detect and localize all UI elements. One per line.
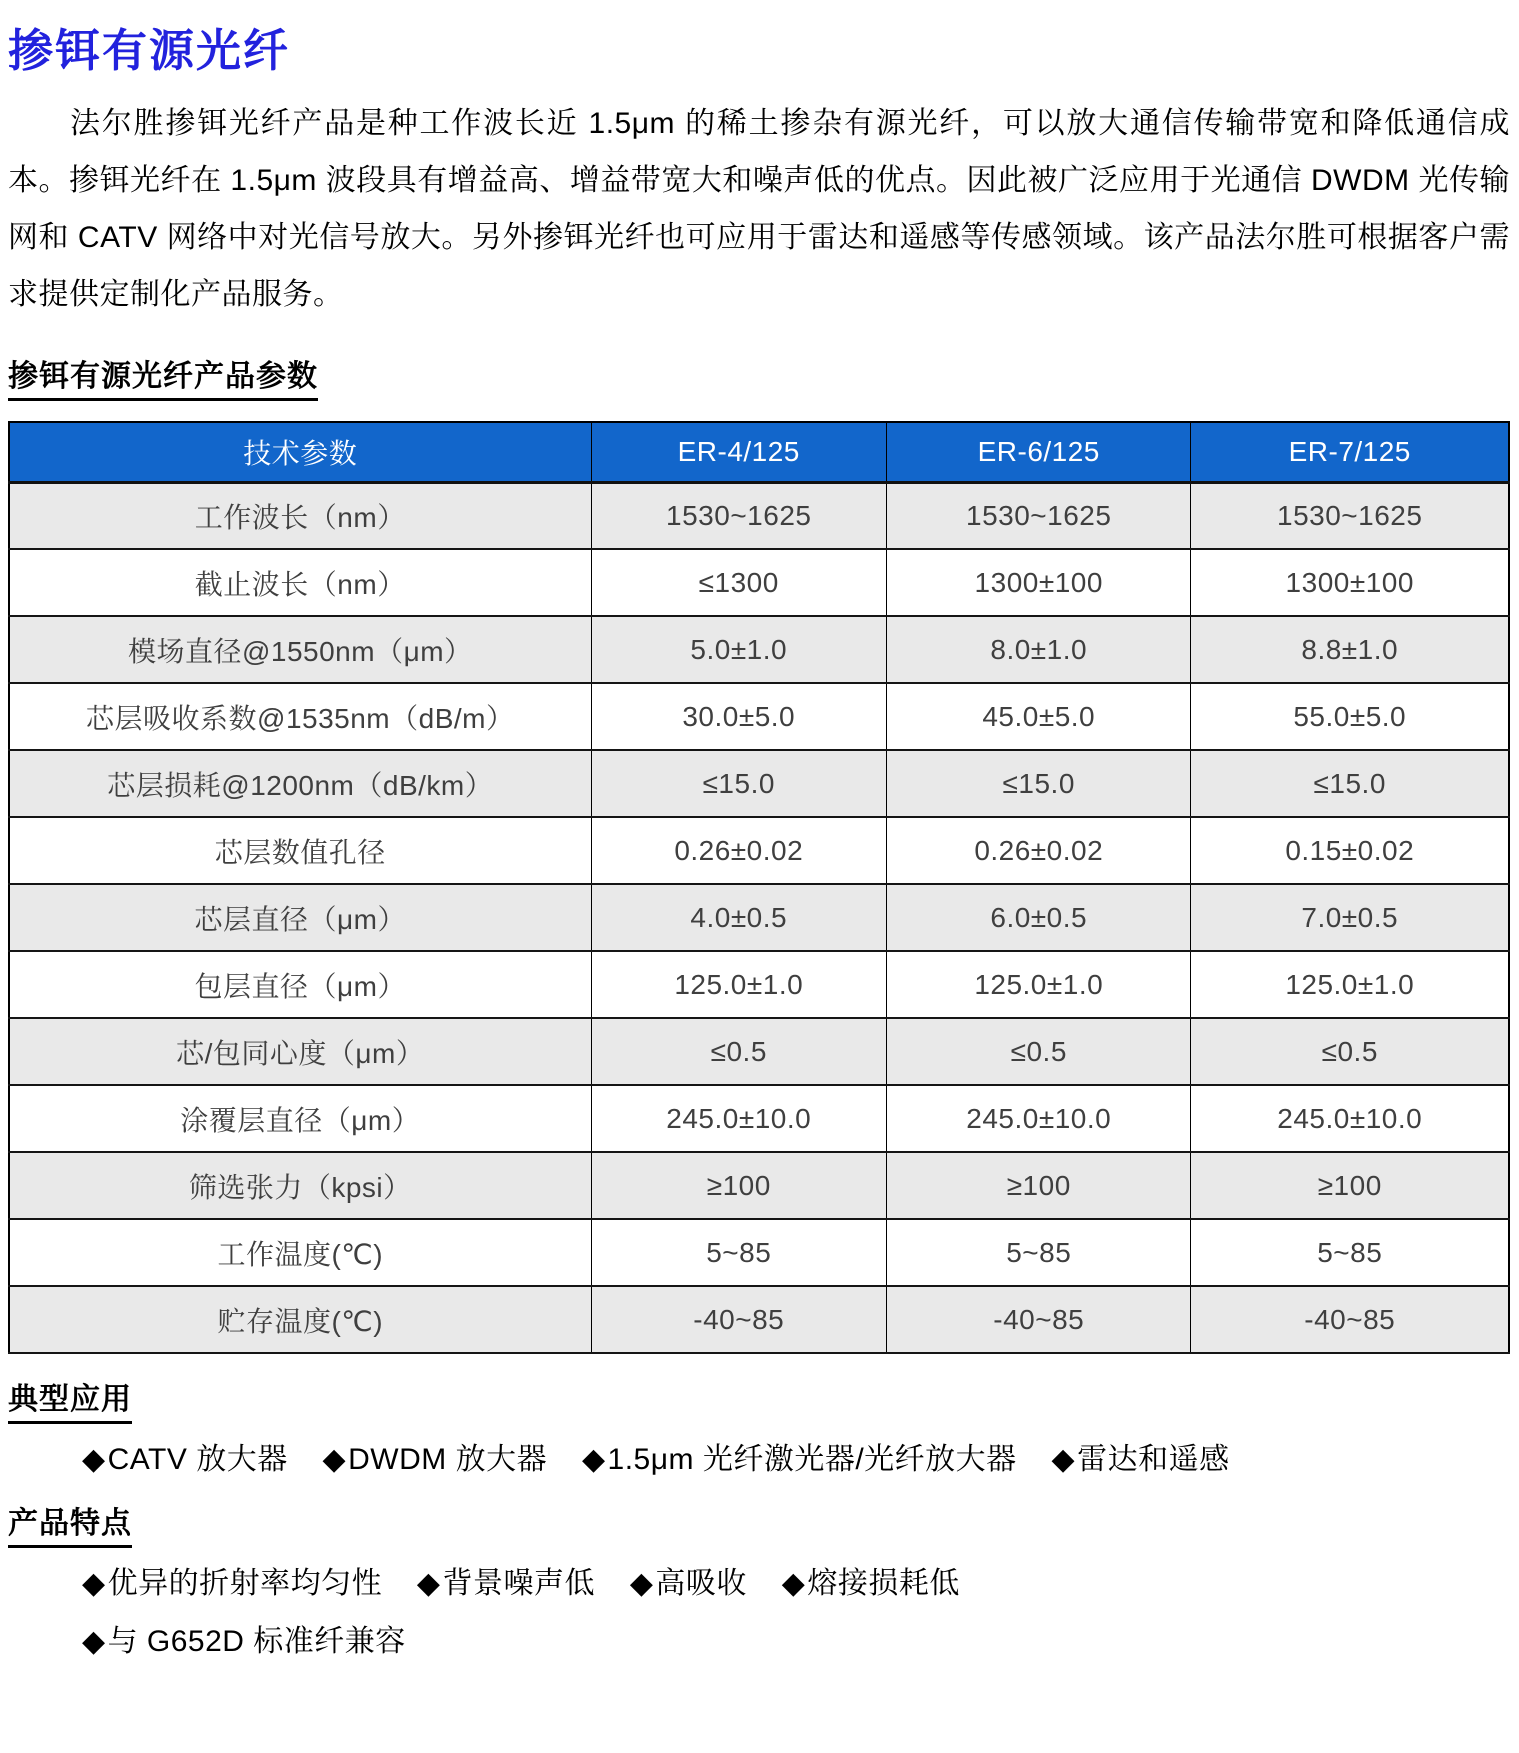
feature-item (82, 1625, 406, 1658)
application-item (1052, 1443, 1230, 1476)
application-item-label: CATV 放大器 (107, 1443, 288, 1476)
er4-value-cell: 5~85 (591, 1219, 887, 1286)
feature-item-label: 高吸收 (655, 1567, 747, 1600)
table-row (9, 817, 1509, 884)
er4-value-cell: ≥100 (591, 1152, 887, 1219)
er6-value-cell: ≤15.0 (887, 750, 1191, 817)
er4-value-cell: 245.0±10.0 (591, 1085, 887, 1152)
applications-list (8, 1434, 1510, 1486)
er7-value-cell: ≥100 (1191, 1152, 1509, 1219)
table-row (9, 616, 1509, 683)
feature-item-label: 背景噪声低 (442, 1567, 595, 1600)
er4-value-cell: 0.26±0.02 (591, 817, 887, 884)
er4-value-cell: 30.0±5.0 (591, 683, 887, 750)
feature-item (630, 1567, 747, 1600)
diamond-icon: ◆ (82, 1443, 106, 1476)
diamond-icon: ◆ (781, 1567, 806, 1600)
er4-value-cell: 4.0±0.5 (591, 884, 887, 951)
er6-value-cell: 125.0±1.0 (887, 951, 1191, 1018)
er6-value-cell: 1530~1625 (887, 482, 1191, 549)
er4-value-cell: ≤0.5 (591, 1018, 887, 1085)
param-name-cell: 贮存温度(℃) (9, 1286, 591, 1353)
intro-paragraph: 法尔胜掺铒光纤产品是种工作波长近 1.5μm 的稀土掺杂有源光纤，可以放大通信传输带宽和降低通信成本。掺铒光纤在 1.5μm 波段具有增益高、增益带宽大和噪声低的优点。因此被广泛应用于光通信 DWDM 光传输网和 CATV 网络中对光信号放大。另外掺铒光纤也可应用于雷达和遥感等传感领域。该产品法尔胜可根据客户需求提供定制化产品服务。 (8, 107, 1510, 311)
er4-value-cell: ≤15.0 (591, 750, 887, 817)
er4-value-cell: -40~85 (591, 1286, 887, 1353)
er4-value-cell: ≤1300 (591, 549, 887, 616)
diamond-icon: ◆ (416, 1567, 441, 1600)
er4-value-cell: 1530~1625 (591, 482, 887, 549)
col-header-er6: ER-6/125 (887, 422, 1191, 482)
page-title: 掺铒有源光纤 (8, 25, 291, 76)
feature-item (782, 1567, 960, 1600)
param-name-cell: 涂覆层直径（μm） (9, 1085, 591, 1152)
table-row (9, 750, 1509, 817)
col-header-parameter: 技术参数 (9, 422, 591, 482)
feature-item-label: 熔接损耗低 (807, 1567, 960, 1600)
param-name-cell: 包层直径（μm） (9, 951, 591, 1018)
features-heading: 产品特点 (8, 1498, 132, 1548)
table-row (9, 1286, 1509, 1353)
col-header-er4: ER-4/125 (591, 422, 887, 482)
table-row (9, 549, 1509, 616)
param-name-cell: 芯/包同心度（μm） (9, 1018, 591, 1085)
diamond-icon: ◆ (1051, 1443, 1076, 1476)
application-item (323, 1443, 548, 1476)
er6-value-cell: ≥100 (887, 1152, 1191, 1219)
feature-item (417, 1567, 595, 1600)
er6-value-cell: 245.0±10.0 (887, 1085, 1191, 1152)
er7-value-cell: 1300±100 (1191, 549, 1509, 616)
params-table (8, 421, 1510, 1354)
applications-heading: 典型应用 (8, 1374, 132, 1424)
er7-value-cell: 0.15±0.02 (1191, 817, 1509, 884)
table-row (9, 1018, 1509, 1085)
table-row (9, 482, 1509, 549)
diamond-icon: ◆ (82, 1567, 106, 1600)
er6-value-cell: 1300±100 (887, 549, 1191, 616)
col-header-er7: ER-7/125 (1191, 422, 1509, 482)
feature-item-label: 优异的折射率均匀性 (107, 1567, 383, 1600)
er7-value-cell: 8.8±1.0 (1191, 616, 1509, 683)
er6-value-cell: -40~85 (887, 1286, 1191, 1353)
er7-value-cell: 125.0±1.0 (1191, 951, 1509, 1018)
er6-value-cell: 0.26±0.02 (887, 817, 1191, 884)
param-name-cell: 模场直径@1550nm（μm） (9, 616, 591, 683)
table-row (9, 884, 1509, 951)
er7-value-cell: ≤0.5 (1191, 1018, 1509, 1085)
params-section-heading: 掺铒有源光纤产品参数 (8, 351, 318, 401)
er7-value-cell: -40~85 (1191, 1286, 1509, 1353)
diamond-icon: ◆ (322, 1443, 347, 1476)
diamond-icon: ◆ (629, 1567, 654, 1600)
feature-item-label: 与 G652D 标准纤兼容 (107, 1625, 406, 1658)
application-item-label: DWDM 放大器 (348, 1443, 548, 1476)
feature-item (82, 1567, 382, 1600)
diamond-icon: ◆ (82, 1625, 106, 1658)
er6-value-cell: 5~85 (887, 1219, 1191, 1286)
er7-value-cell: 245.0±10.0 (1191, 1085, 1509, 1152)
params-table-body (9, 482, 1509, 1353)
features-list-line-2 (8, 1616, 1510, 1668)
param-name-cell: 工作波长（nm） (9, 482, 591, 549)
table-row (9, 951, 1509, 1018)
table-row (9, 1219, 1509, 1286)
table-header-row (9, 422, 1509, 482)
table-row (9, 1085, 1509, 1152)
param-name-cell: 芯层数值孔径 (9, 817, 591, 884)
application-item (82, 1443, 288, 1476)
er6-value-cell: 8.0±1.0 (887, 616, 1191, 683)
er7-value-cell: 55.0±5.0 (1191, 683, 1509, 750)
param-name-cell: 芯层吸收系数@1535nm（dB/m） (9, 683, 591, 750)
diamond-icon: ◆ (581, 1443, 606, 1476)
param-name-cell: 截止波长（nm） (9, 549, 591, 616)
application-item-label: 雷达和遥感 (1077, 1443, 1230, 1476)
features-list-line-1 (8, 1558, 1510, 1610)
table-row (9, 683, 1509, 750)
param-name-cell: 芯层损耗@1200nm（dB/km） (9, 750, 591, 817)
application-item-label: 1.5μm 光纤激光器/光纤放大器 (607, 1443, 1017, 1476)
er4-value-cell: 5.0±1.0 (591, 616, 887, 683)
er7-value-cell: 7.0±0.5 (1191, 884, 1509, 951)
param-name-cell: 工作温度(℃) (9, 1219, 591, 1286)
table-row (9, 1152, 1509, 1219)
er4-value-cell: 125.0±1.0 (591, 951, 887, 1018)
param-name-cell: 芯层直径（μm） (9, 884, 591, 951)
application-item (582, 1443, 1017, 1476)
er7-value-cell: 1530~1625 (1191, 482, 1509, 549)
param-name-cell: 筛选张力（kpsi） (9, 1152, 591, 1219)
er6-value-cell: 45.0±5.0 (887, 683, 1191, 750)
er6-value-cell: ≤0.5 (887, 1018, 1191, 1085)
er7-value-cell: ≤15.0 (1191, 750, 1509, 817)
er6-value-cell: 6.0±0.5 (887, 884, 1191, 951)
er7-value-cell: 5~85 (1191, 1219, 1509, 1286)
